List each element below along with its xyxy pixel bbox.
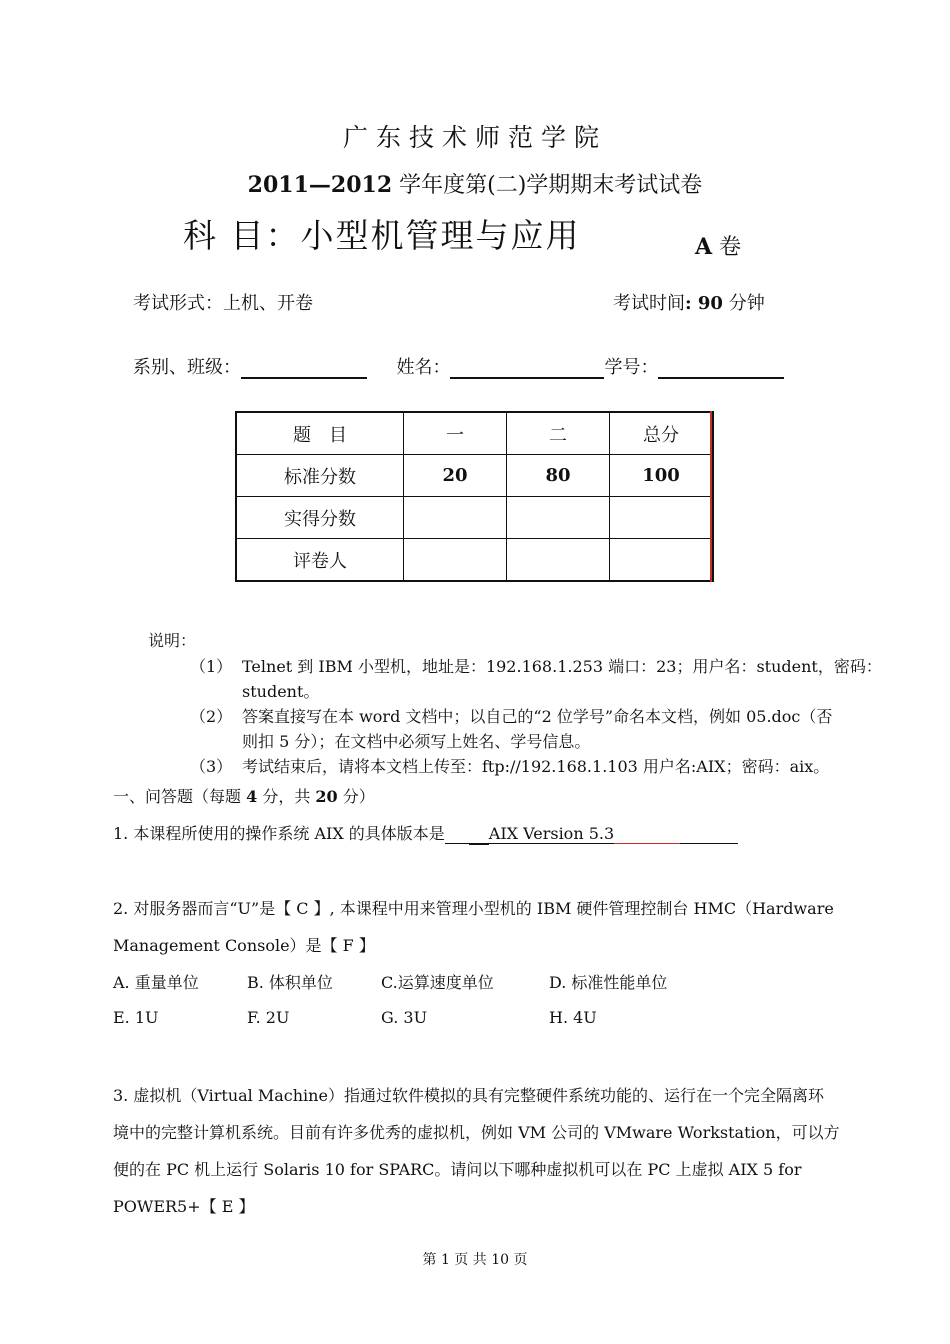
score-cell[interactable] <box>404 539 507 582</box>
question-3-line: POWER5+【 E 】 <box>113 1197 255 1216</box>
question-2-line2: Management Console）是【 F 】 <box>113 936 375 955</box>
question-1-answer[interactable]: AIX Version 5.3 <box>488 824 615 843</box>
academic-year: 2011—2012 <box>247 172 393 198</box>
score-table-row <box>236 497 713 539</box>
school-name: 广东技术师范学院 <box>342 123 607 152</box>
exam-format: 考试形式：上机、开卷 <box>133 293 313 314</box>
question-2-option: B. 体积单位 <box>247 973 333 992</box>
score-row-label: 标准分数 <box>236 455 404 497</box>
name-field[interactable] <box>450 359 604 379</box>
dept-class-label: 系别、班级： <box>133 357 241 378</box>
exam-time <box>613 289 765 315</box>
name-label: 姓名： <box>396 357 451 378</box>
exam-time-value: : 90 <box>685 293 723 314</box>
question-3-line: 便的在 PC 机上运行 Solaris 10 for SPARC。请问以下哪种虚拟机可以在 PC 上虚拟 AIX 5 for <box>113 1160 802 1179</box>
score-header-cell: 一 <box>404 412 507 455</box>
question-2-option: C.运算速度单位 <box>381 973 494 992</box>
section-title-part: 分） <box>337 787 375 806</box>
question-1-text: 1. 本课程所使用的操作系统 AIX 的具体版本是 <box>113 824 445 843</box>
question-1 <box>113 821 738 845</box>
score-cell[interactable] <box>507 497 610 539</box>
exam-term: 学年度第(二)学期期末考试试卷 <box>392 173 703 198</box>
paper-letter: A <box>695 234 713 260</box>
subject-title: 科 目：小型机管理与应用 <box>183 216 581 255</box>
dept-class-field[interactable] <box>241 359 367 379</box>
question-2-option: D. 标准性能单位 <box>549 973 668 992</box>
score-row-label: 评卷人 <box>236 539 404 582</box>
score-cell[interactable] <box>507 539 610 582</box>
question-2-option: E. 1U <box>113 1008 159 1027</box>
score-cell: 100 <box>610 455 714 497</box>
exam-time-label: 考试时间 <box>613 293 685 314</box>
student-info-row <box>133 353 784 379</box>
score-table-header-row <box>236 412 713 455</box>
page-footer: 第 1 页 共 10 页 <box>422 1252 528 1268</box>
question-3-line: 3. 虚拟机（Virtual Machine）指通过软件模拟的具有完整硬件系统功能的、运行在一个完全隔离环 <box>113 1086 824 1105</box>
score-row-label: 实得分数 <box>236 497 404 539</box>
student-id-label: 学号： <box>604 357 659 378</box>
question-2-option: A. 重量单位 <box>113 973 199 992</box>
score-header-cell: 题 目 <box>236 412 404 455</box>
note-number: （2） <box>190 707 233 726</box>
score-cell[interactable] <box>610 497 714 539</box>
note-text: 答案直接写在本 word 文档中；以自己的“2 位学号”命名本文档，例如 05.doc（否 <box>242 707 833 726</box>
section-title-part: 分，共 <box>257 787 316 806</box>
student-id-field[interactable] <box>658 359 784 379</box>
paper-suffix: 卷 <box>712 235 742 260</box>
paper-type <box>695 230 741 261</box>
score-cell: 80 <box>507 455 610 497</box>
section-title-part: 一、问答题（每题 <box>113 787 247 806</box>
notes-title: 说明： <box>148 631 197 650</box>
score-header-cell: 总分 <box>610 412 714 455</box>
score-table <box>235 411 714 582</box>
exam-title <box>0 168 950 199</box>
section-points: 4 <box>246 787 258 806</box>
score-table-row <box>236 539 713 582</box>
note-number: （3） <box>190 757 233 776</box>
question-3-line: 境中的完整计算机系统。目前有许多优秀的虚拟机，例如 VM 公司的 VMware Workstation，可以方 <box>113 1123 840 1142</box>
table-margin-mark <box>710 411 712 582</box>
score-cell: 20 <box>404 455 507 497</box>
note-text: 则扣 5 分）；在文档中必须写上姓名、学号信息。 <box>242 732 591 751</box>
question-2-option: F. 2U <box>247 1008 290 1027</box>
score-cell[interactable] <box>610 539 714 582</box>
section-title <box>113 784 375 807</box>
note-text: 考试结束后，请将本文档上传至：ftp://192.168.1.103 用户名:AIX；密码：aix。 <box>242 757 830 776</box>
section-total: 20 <box>315 787 338 806</box>
note-text: Telnet 到 IBM 小型机，地址是：192.168.1.253 端口：23；用户名：student，密码： <box>242 657 882 676</box>
question-2-line1: 2. 对服务器而言“U”是【 C 】, 本课程中用来管理小型机的 IBM 硬件管理控制台 HMC（Hardware <box>113 899 834 918</box>
note-number: （1） <box>190 657 233 676</box>
note-text: student。 <box>242 682 320 701</box>
score-cell[interactable] <box>404 497 507 539</box>
question-2-option: H. 4U <box>549 1008 597 1027</box>
question-2-option: G. 3U <box>381 1008 428 1027</box>
exam-time-unit: 分钟 <box>722 293 765 314</box>
score-table-row <box>236 455 713 497</box>
score-header-cell: 二 <box>507 412 610 455</box>
